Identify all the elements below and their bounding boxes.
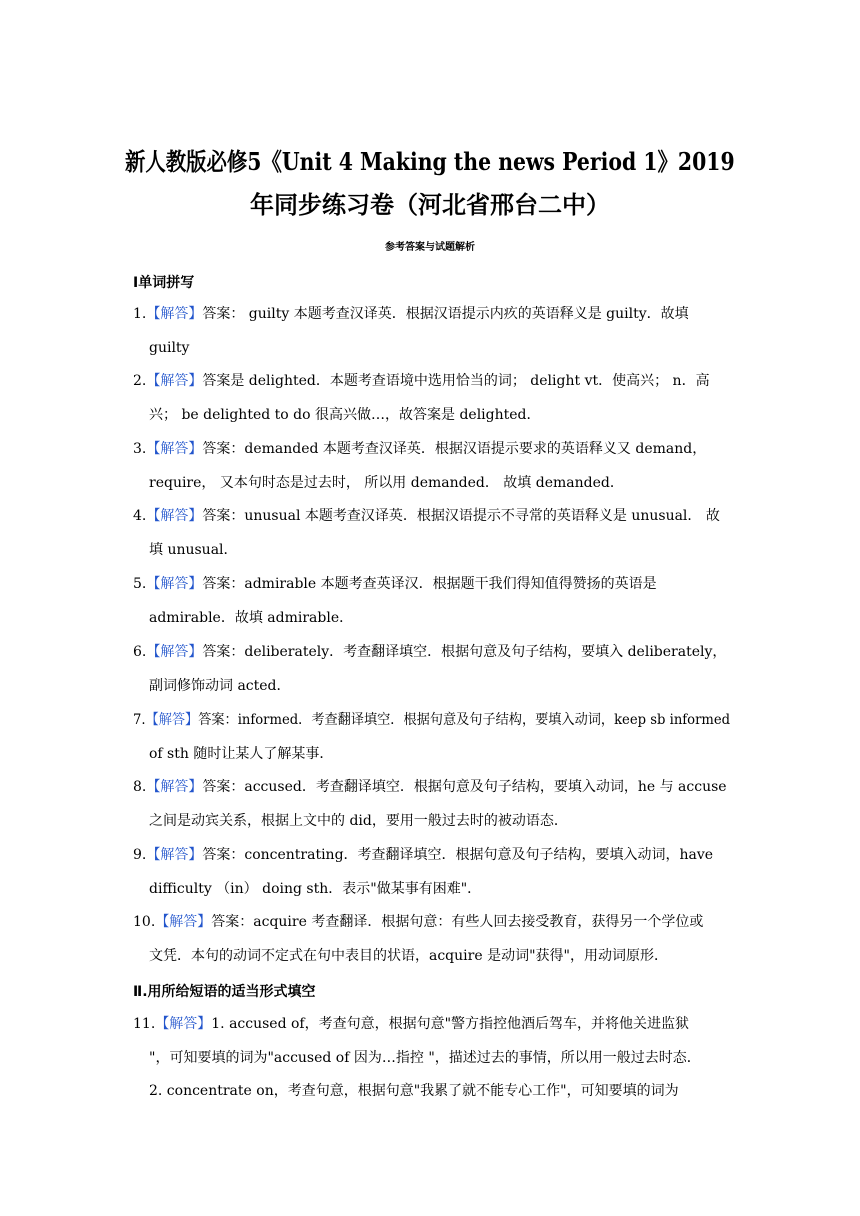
answer-tag: 【解答】 bbox=[146, 576, 203, 592]
answer-item-11-cont-1: "，可知要填的词为"accused of 因为…指控 "，描述过去的事情，所以用一般过去时态． bbox=[149, 1050, 701, 1066]
answer-item-3-cont: require， 又本句时态是过去时， 所以用 demanded． 故填 demanded． bbox=[149, 475, 624, 491]
answer-tag: 【解答】 bbox=[146, 441, 203, 457]
answer-tag: 【解答】 bbox=[145, 712, 199, 728]
answer-item-10: 10.【解答】答案：acquire 考查翻译．根据句意：有些人回去接受教育，获得另一个学位或 bbox=[133, 914, 704, 930]
answer-tag: 【解答】 bbox=[146, 508, 203, 524]
answer-item-4-cont: 填 unusual． bbox=[149, 542, 238, 558]
answer-item-11: 11.【解答】1. accused of，考查句意，根据句意"警方指控他酒后驾车，并将他关进监狱 bbox=[133, 1016, 690, 1032]
answer-tag: 【解答】 bbox=[146, 847, 203, 863]
answer-item-2-cont: 兴； be delighted to do 很高兴做…，故答案是 delighted． bbox=[149, 407, 541, 423]
answer-item-7-cont: of sth 随时让某人了解某事． bbox=[149, 746, 334, 762]
answer-tag: 【解答】 bbox=[146, 644, 203, 660]
answer-tag: 【解答】 bbox=[155, 1016, 212, 1032]
answer-item-1: 1.【解答】答案： guilty 本题考查汉译英．根据汉语提示内疚的英语释义是 guilty．故填 bbox=[133, 306, 689, 322]
title-line-2: 年同步练习卷（河北省邢台二中） bbox=[250, 190, 610, 219]
answer-tag: 【解答】 bbox=[155, 914, 212, 930]
answer-item-9-cont: difficulty （in） doing sth．表示"做某事有困难"． bbox=[149, 881, 482, 897]
answer-item-2: 2.【解答】答案是 delighted．本题考查语境中选用恰当的词； delight vt．使高兴； n．高 bbox=[133, 373, 710, 389]
answer-item-8-cont: 之间是动宾关系，根据上文中的 did，要用一般过去时的被动语态． bbox=[149, 813, 568, 829]
answer-item-5: 5.【解答】答案：admirable 本题考查英译汉．根据题干我们得知值得赞扬的英语是 bbox=[133, 576, 657, 592]
answer-item-5-cont: admirable．故填 admirable． bbox=[149, 610, 354, 626]
answer-item-10-cont: 文凭．本句的动词不定式在句中表目的状语，acquire 是动词"获得"，用动词原形． bbox=[149, 948, 668, 964]
answer-item-6-cont: 副词修饰动词 acted． bbox=[149, 678, 291, 694]
section-heading-2: Ⅱ.用所给短语的适当形式填空 bbox=[133, 984, 316, 1000]
answer-item-8: 8.【解答】答案：accused．考查翻译填空．根据句意及句子结构，要填入动词，he 与 accuse bbox=[133, 779, 727, 795]
title-line-1: 新人教版必修5《Unit 4 Making the news Period 1》2019 bbox=[125, 147, 735, 176]
answer-item-1-cont: guilty bbox=[149, 340, 190, 356]
answer-item-3: 3.【解答】答案：demanded 本题考查汉译英．根据汉语提示要求的英语释义又 demand， bbox=[133, 441, 707, 457]
answer-item-11-cont-2: 2. concentrate on，考查句意，根据句意"我累了就不能专心工作"，可知要填的词为 bbox=[149, 1083, 679, 1099]
answer-tag: 【解答】 bbox=[146, 373, 203, 389]
subtitle: 参考答案与试题解析 bbox=[385, 242, 475, 253]
section-heading-1: Ⅰ单词拼写 bbox=[133, 275, 195, 291]
answer-item-6: 6.【解答】答案：deliberately．考查翻译填空．根据句意及句子结构，要填入 deliberately， bbox=[133, 644, 727, 660]
answer-tag: 【解答】 bbox=[146, 779, 203, 795]
answer-item-7: 7.【解答】答案：informed．考查翻译填空．根据句意及句子结构，要填入动词，keep sb informed bbox=[133, 712, 731, 728]
answer-tag: 【解答】 bbox=[146, 306, 203, 322]
answer-item-9: 9.【解答】答案：concentrating．考查翻译填空．根据句意及句子结构，要填入动词，have bbox=[133, 847, 714, 863]
answer-item-4: 4.【解答】答案：unusual 本题考查汉译英．根据汉语提示不寻常的英语释义是 unusual． 故 bbox=[133, 508, 720, 524]
